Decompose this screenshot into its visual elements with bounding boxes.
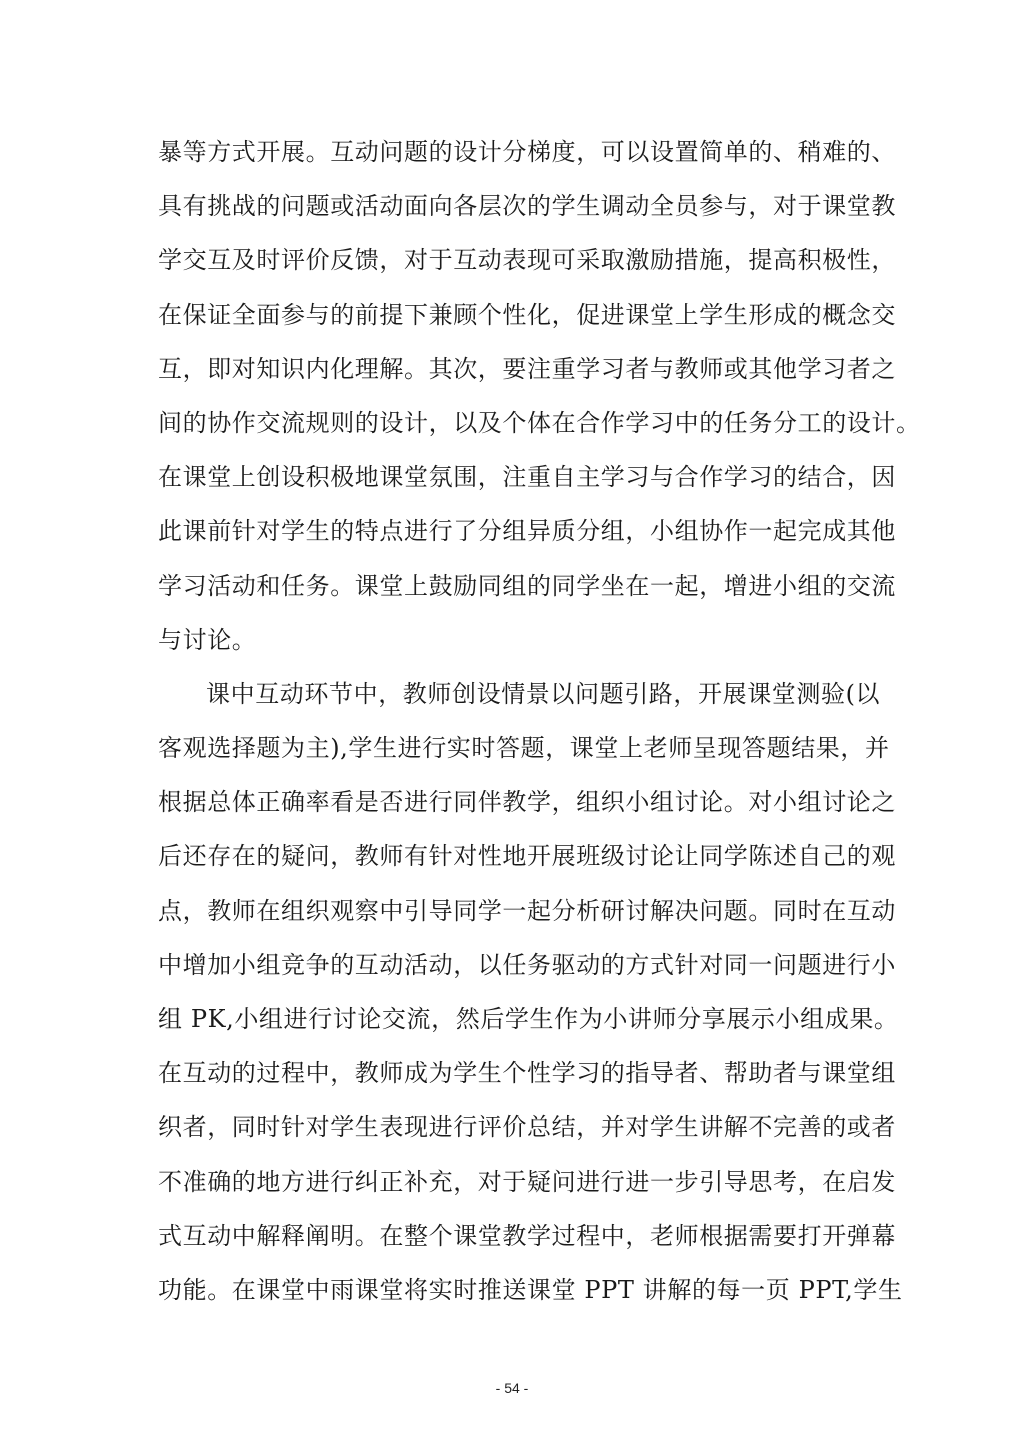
text-line: 根据总体正确率看是否进行同伴教学，组织小组讨论。对小组讨论之 xyxy=(158,788,896,817)
text-line: 此课前针对学生的特点进行了分组异质分组，小组协作一起完成其他 xyxy=(158,517,896,546)
text-line: 学习活动和任务。课堂上鼓励同组的同学坐在一起，增进小组的交流 xyxy=(158,571,896,600)
text-line: 式互动中解释阐明。在整个课堂教学过程中，老师根据需要打开弹幕 xyxy=(158,1221,896,1250)
text-line: 客观选择题为主),学生进行实时答题，课堂上老师呈现答题结果，并 xyxy=(158,734,890,763)
text-line: 在保证全面参与的前提下兼顾个性化，促进课堂上学生形成的概念交 xyxy=(158,300,896,329)
text-line: 暴等方式开展。互动问题的设计分梯度，可以设置简单的、稍难的、 xyxy=(158,138,896,166)
page-number: - 54 - xyxy=(495,1380,529,1396)
text-line: 中增加小组竞争的互动活动，以任务驱动的方式针对同一问题进行小 xyxy=(158,950,896,979)
text-line: 具有挑战的问题或活动面向各层次的学生调动全员参与，对于课堂教 xyxy=(158,192,896,221)
text-line: 点，教师在组织观察中引导同学一起分析研讨解决问题。同时在互动 xyxy=(158,896,896,925)
text-line: 后还存在的疑问，教师有针对性地开展班级讨论让同学陈述自己的观 xyxy=(158,842,896,871)
text-line: 学交互及时评价反馈，对于互动表现可采取激励措施，提高积极性， xyxy=(158,246,896,275)
text-line: 与讨论。 xyxy=(158,625,257,654)
body-text xyxy=(158,125,921,1317)
text-line: 不准确的地方进行纠正补充，对于疑问进行进一步引导思考，在启发 xyxy=(158,1167,896,1196)
paragraph-first-line: 课中互动环节中，教师创设情景以问题引路，开展课堂测验(以 xyxy=(206,679,881,708)
text-line: 功能。在课堂中雨课堂将实时推送课堂 PPT 讲解的每一页 PPT,学生 xyxy=(158,1275,903,1304)
text-line: 互，即对知识内化理解。其次，要注重学习者与教师或其他学习者之 xyxy=(158,354,896,383)
text-line: 在互动的过程中，教师成为学生个性学习的指导者、帮助者与课堂组 xyxy=(158,1059,896,1088)
text-line: 组 PK,小组进行讨论交流，然后学生作为小讲师分享展示小组成果。 xyxy=(158,1005,899,1033)
text-line: 织者，同时针对学生表现进行评价总结，并对学生讲解不完善的或者 xyxy=(158,1113,896,1142)
text-line: 在课堂上创设积极地课堂氛围，注重自主学习与合作学习的结合，因 xyxy=(158,463,896,492)
text-line: 间的协作交流规则的设计，以及个体在合作学习中的任务分工的设计。 xyxy=(158,408,921,437)
